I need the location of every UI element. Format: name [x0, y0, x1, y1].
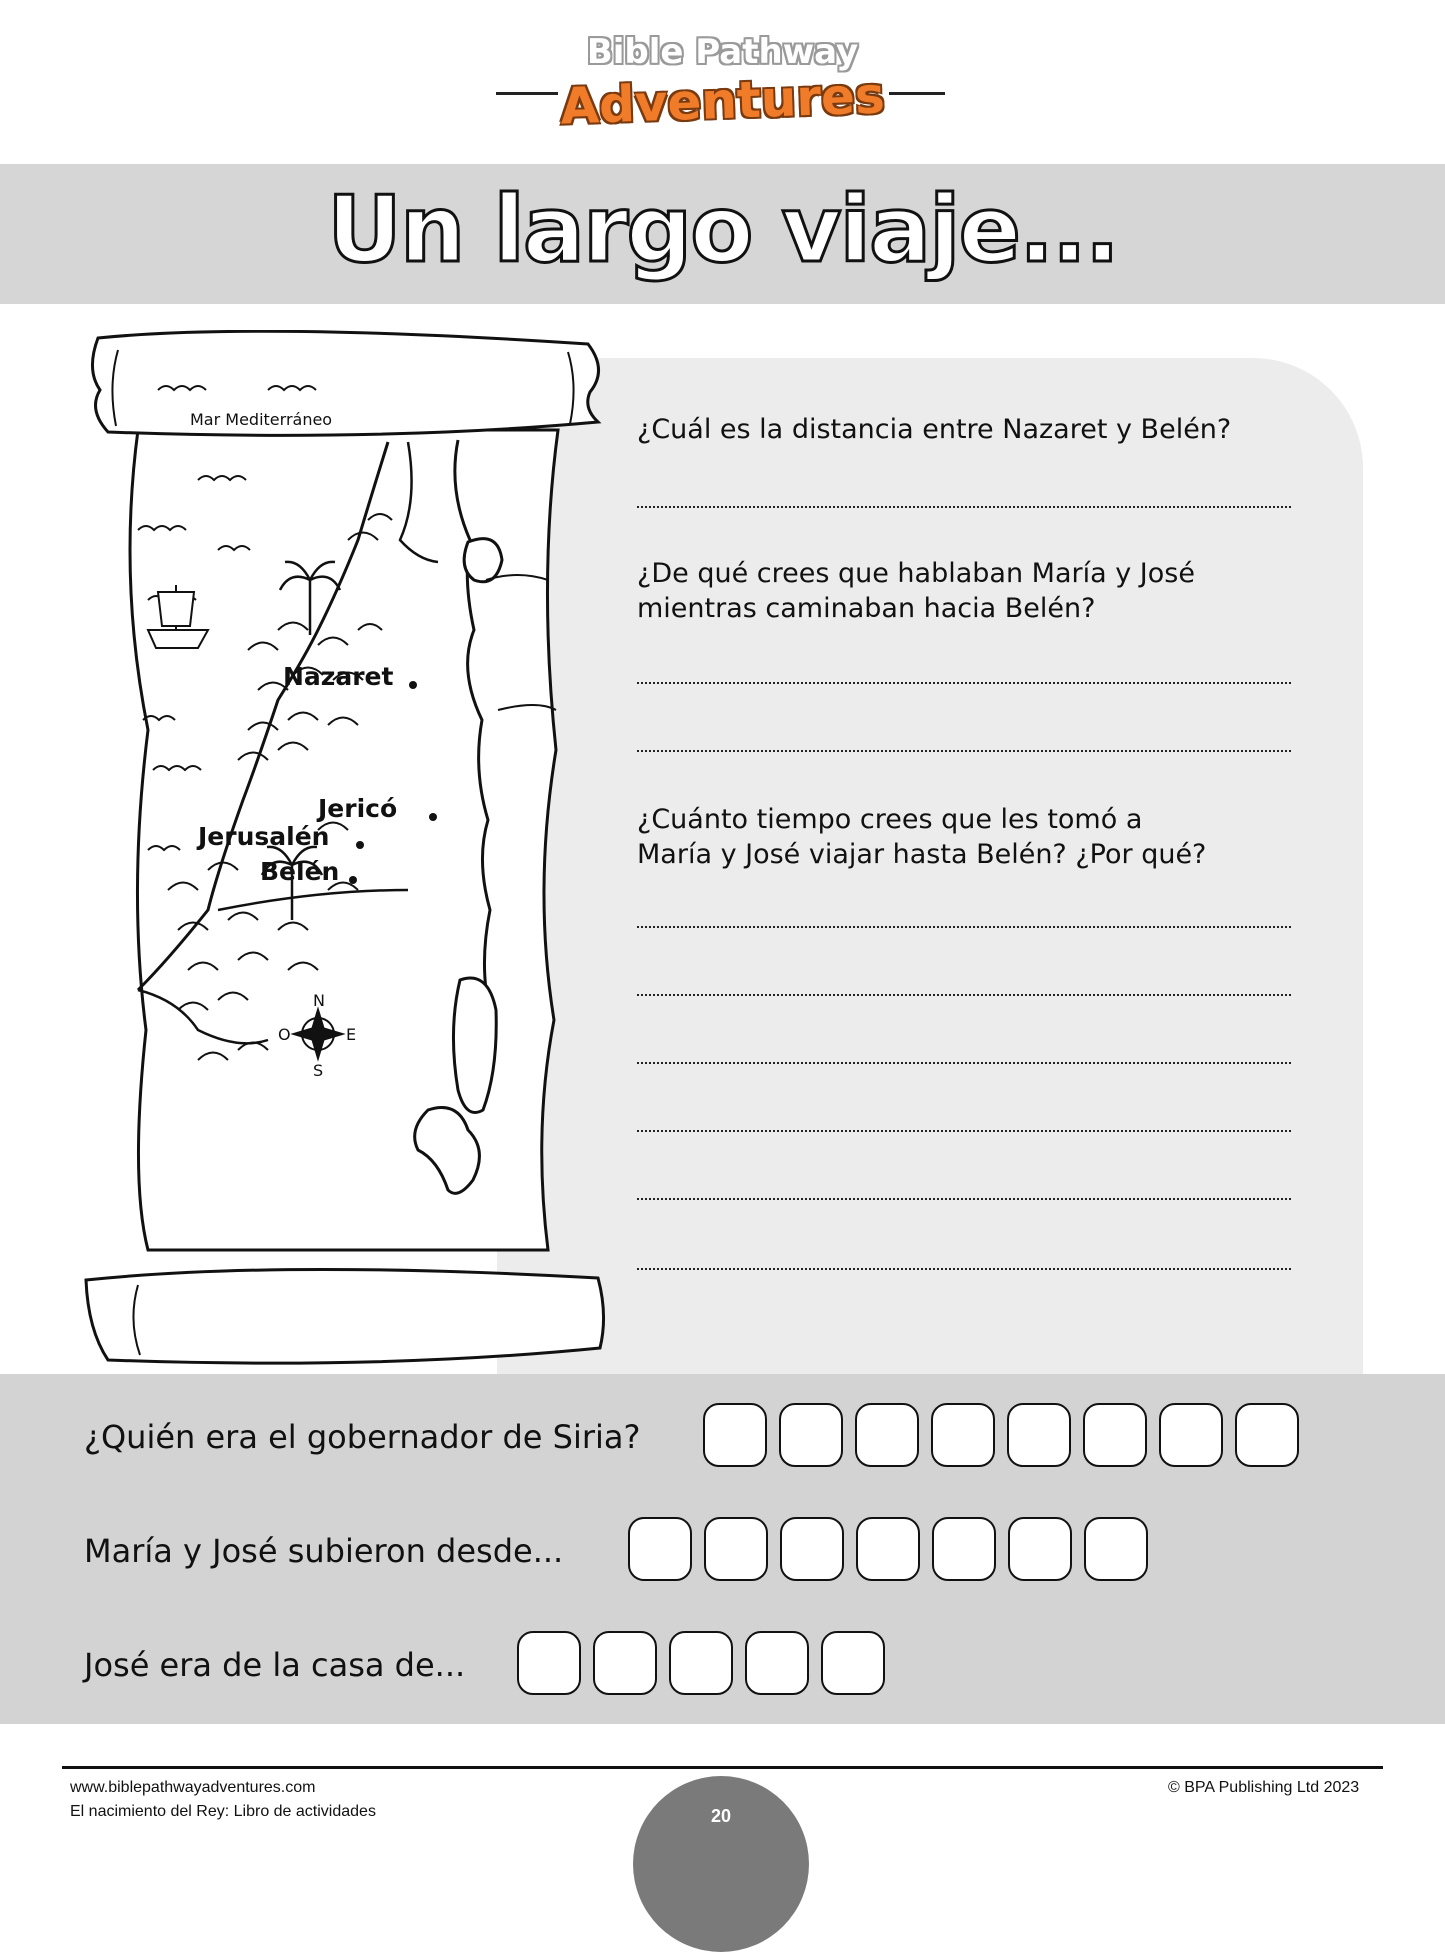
answer-line[interactable]	[637, 1062, 1291, 1064]
page-number-circle	[633, 1776, 809, 1952]
city-jerico: Jericó	[318, 794, 398, 823]
compass-s: S	[313, 1061, 324, 1080]
question-2-line2: mientras caminaban hacia Belén?	[637, 593, 1096, 624]
logo-top-text: Bible Pathway	[586, 32, 859, 72]
footer-copyright: © BPA Publishing Ltd 2023	[1168, 1779, 1360, 1796]
question-2	[637, 556, 1195, 626]
letter-box[interactable]	[821, 1631, 885, 1695]
page-title: Un largo viaje...	[327, 176, 1118, 283]
compass-o: O	[278, 1025, 291, 1044]
letter-box[interactable]	[855, 1403, 919, 1467]
footer-website[interactable]: www.biblepathwayadventures.com	[70, 1779, 316, 1796]
page-number: 20	[710, 1806, 732, 1826]
scroll-top-roll	[92, 331, 598, 435]
galilee-lake	[464, 539, 502, 582]
fill-in-prompt-3: José era de la casa de...	[84, 1646, 466, 1684]
question-panel	[497, 358, 1363, 1418]
letter-box[interactable]	[593, 1631, 657, 1695]
letter-box[interactable]	[745, 1631, 809, 1695]
answer-line[interactable]	[637, 926, 1291, 928]
letter-box[interactable]	[1008, 1517, 1072, 1581]
sea-label: Mar Mediterráneo	[190, 410, 333, 429]
city-dot-jerusalen	[356, 841, 364, 849]
compass-e: E	[346, 1025, 357, 1044]
footer-rule	[62, 1766, 1383, 1769]
city-belen: Belén	[260, 857, 340, 886]
city-jerusalen: Jerusalén	[198, 822, 330, 851]
letter-box[interactable]	[517, 1631, 581, 1695]
dead-sea	[453, 978, 496, 1113]
letter-box[interactable]	[779, 1403, 843, 1467]
fill-in-prompt-2: María y José subieron desde...	[84, 1532, 564, 1570]
city-nazaret: Nazaret	[283, 662, 394, 691]
letter-box[interactable]	[669, 1631, 733, 1695]
question-2-line1: ¿De qué crees que hablaban María y José	[637, 558, 1195, 589]
letter-box[interactable]	[628, 1517, 692, 1581]
letter-box[interactable]	[1007, 1403, 1071, 1467]
question-3	[637, 802, 1206, 872]
letter-box[interactable]	[704, 1517, 768, 1581]
letter-box[interactable]	[856, 1517, 920, 1581]
answer-line[interactable]	[637, 1130, 1291, 1132]
answer-line[interactable]	[637, 682, 1291, 684]
question-1-line1: ¿Cuál es la distancia entre Nazaret y Belén?	[637, 414, 1232, 445]
fill-in-boxes-2	[628, 1517, 1148, 1581]
letter-box[interactable]	[932, 1517, 996, 1581]
scroll-bottom-roll	[86, 1269, 604, 1363]
letter-box[interactable]	[703, 1403, 767, 1467]
letter-box[interactable]	[780, 1517, 844, 1581]
answer-line[interactable]	[637, 506, 1291, 508]
letter-box[interactable]	[931, 1403, 995, 1467]
map-illustration	[78, 330, 618, 1365]
fill-in-prompt-1: ¿Quién era el gobernador de Siria?	[84, 1418, 641, 1456]
answer-line[interactable]	[637, 750, 1291, 752]
city-dot-belen	[349, 876, 357, 884]
city-dot-jerico	[429, 813, 437, 821]
question-3-line1: ¿Cuánto tiempo crees que les tomó a	[637, 804, 1143, 835]
compass-n: N	[313, 991, 325, 1010]
logo-main-text: Adventures	[559, 66, 886, 136]
answer-line[interactable]	[637, 994, 1291, 996]
question-1	[637, 412, 1231, 447]
question-3-line2: María y José viajar hasta Belén? ¿Por qué?	[637, 839, 1207, 870]
fill-in-boxes-1	[703, 1403, 1299, 1467]
letter-box[interactable]	[1083, 1403, 1147, 1467]
footer-book-title: El nacimiento del Rey: Libro de actividades	[70, 1803, 376, 1820]
answer-line[interactable]	[637, 1268, 1291, 1270]
letter-box[interactable]	[1159, 1403, 1223, 1467]
city-dot-nazaret	[409, 681, 417, 689]
letter-box[interactable]	[1235, 1403, 1299, 1467]
letter-box[interactable]	[1084, 1517, 1148, 1581]
fill-in-boxes-3	[517, 1631, 885, 1695]
answer-line[interactable]	[637, 1198, 1291, 1200]
